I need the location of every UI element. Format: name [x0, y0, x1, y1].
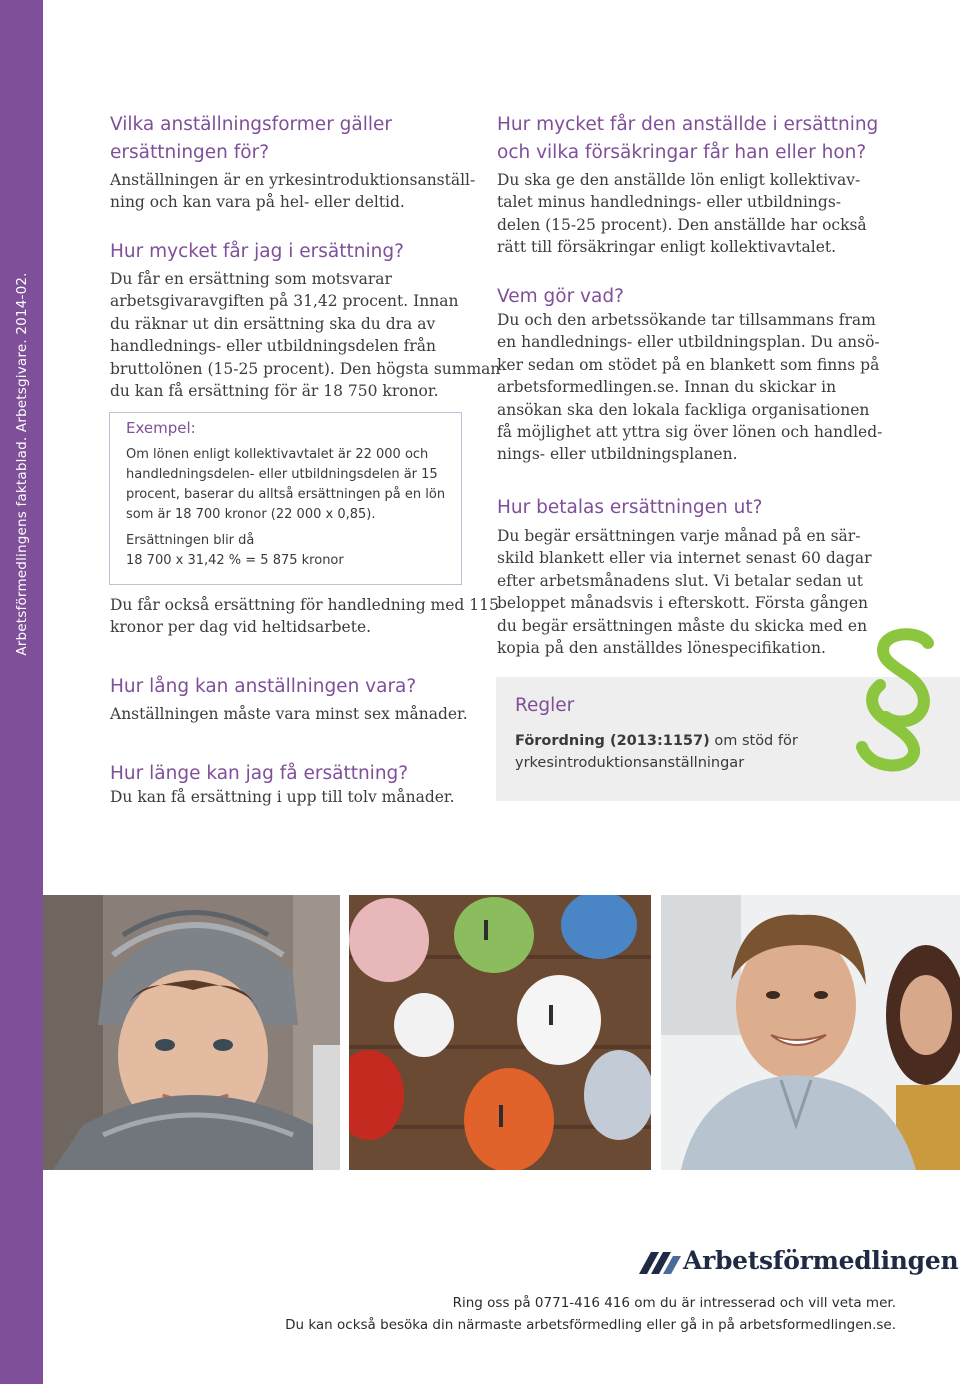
example-box — [109, 412, 462, 585]
example-text: Om lönen enligt kollektivavtalet är 22 000 och handledningsdelen- eller utbildningsdelen är 15 procent, baserar du alltså ersättningen på en lön som är 18 700 kronor (22 000 x 0,85). Ersättningen blir då 18 700 x 31,42 % = 5 875 kronor — [126, 447, 446, 568]
body-compensation-amount: Du får en ersättning som motsvarar arbetsgivaravgiften på 31,42 procent. Innan du räknar ut din ersättning ska du dra av handlednings- eller utbildningsdelen från bruttolönen (15-25 procent). Den högsta summan du kan få ersättning för är 18 750 kronor. — [110, 270, 501, 401]
contact-phone-line: Ring oss på 0771-416 416 om du är intresserad och vill veta mer. — [452, 1295, 896, 1311]
body-employee-pay: Du ska ge den anställde lön enligt kollektivav- talet minus handlednings- eller utbildnings- delen (15-25 procent). Den anställde har också rätt till försäkringar enligt kollektivavtalet. — [497, 171, 867, 257]
smiling-man-photo — [661, 895, 960, 1170]
woman-in-knit-hat-photo — [43, 895, 340, 1170]
body-employment-length: Anställningen måste vara minst sex månader. — [110, 705, 468, 723]
heading-compensation-duration: Hur länge kan jag få ersättning? — [110, 763, 409, 784]
logo-mark-icon — [639, 1252, 681, 1274]
rules-text: Förordning (2013:1157) om stöd för yrkesintroduktionsanställningar — [515, 733, 798, 771]
logo-text: Arbetsförmedlingen — [683, 1246, 959, 1275]
body-employment-forms: Anställningen är en yrkesintroduktionsanställ- ning och kan vara på hel- eller deltid. — [110, 171, 476, 212]
heading-employment-forms: Vilka anställningsformer gäller ersättningen för? — [110, 114, 393, 163]
heading-employee-pay: Hur mycket får den anställde i ersättning och vilka försäkringar får han eller hon? — [497, 114, 879, 163]
rules-title: Regler — [515, 695, 575, 716]
heading-compensation-amount: Hur mycket får jag i ersättning? — [110, 241, 404, 262]
sidebar-label: Arbetsförmedlingens faktablad. Arbetsgivare. 2014-02. — [14, 272, 30, 656]
side-bar — [0, 0, 43, 1384]
contact-website-line: Du kan också besöka din närmaste arbetsförmedling eller gå in på arbetsformedlingen.se. — [285, 1317, 896, 1333]
arbetsformedlingen-logo — [639, 1246, 959, 1284]
heading-payment: Hur betalas ersättningen ut? — [497, 497, 763, 518]
piggy-banks-photo — [349, 895, 651, 1170]
heading-who-does-what: Vem gör vad? — [497, 286, 624, 307]
heading-employment-length: Hur lång kan anställningen vara? — [110, 676, 417, 697]
paragraph-symbol-icon — [850, 625, 945, 775]
example-title: Exempel: — [126, 419, 196, 437]
body-payment: Du begär ersättningen varje månad på en sär- skild blankett eller via internet senast 60 dagar efter arbetsmånadens slut. Vi betalar sedan ut beloppet månadsvis i efterskott. Första gången du begär ersättningen måste du skicka med en kopia på den anställdes lönespecifikation. — [497, 527, 872, 658]
body-compensation-duration: Du kan få ersättning i upp till tolv månader. — [110, 788, 455, 806]
body-supervision-extra: Du får också ersättning för handledning med 115 kronor per dag vid heltidsarbete. — [110, 596, 499, 637]
body-who-does-what: Du och den arbetssökande tar tillsammans fram en handlednings- eller utbildningsplan. Du ansö- ker sedan om stödet på en blankett som finns på arbetsformedlingen.se. Innan du skickar in ansökan ska den lokala fackliga organisationen få möjlighet att yttra sig över lönen och handled- nings- eller utbildningsplanen. — [497, 311, 883, 464]
